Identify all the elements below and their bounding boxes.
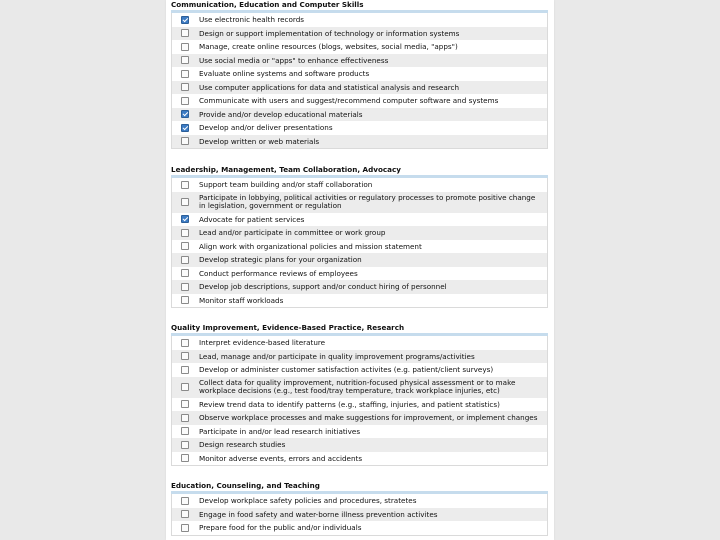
list-item[interactable] <box>172 452 547 466</box>
list-item[interactable] <box>172 54 547 68</box>
list-item[interactable] <box>172 398 547 412</box>
item-label: Engage in food safety and water-borne illness prevention activites <box>199 509 438 519</box>
checkbox-list <box>171 494 548 536</box>
section-title: Leadership, Management, Team Collaboration, Advocacy <box>171 165 401 174</box>
section-communication <box>171 0 548 149</box>
list-item[interactable] <box>172 192 547 213</box>
list-item[interactable] <box>172 135 547 149</box>
checkbox[interactable] <box>181 283 189 291</box>
list-item[interactable] <box>172 40 547 54</box>
checkbox[interactable] <box>181 339 189 347</box>
checkbox[interactable] <box>181 400 189 408</box>
checkbox[interactable] <box>181 137 189 145</box>
list-item[interactable] <box>172 350 547 364</box>
item-label: Participate in and/or lead research initiatives <box>199 426 361 436</box>
list-item[interactable] <box>172 121 547 135</box>
list-item[interactable] <box>172 94 547 108</box>
list-item[interactable] <box>172 377 547 398</box>
item-label: Develop workplace safety policies and procedures, stratetes <box>199 496 417 506</box>
item-label: Develop job descriptions, support and/or conduct hiring of personnel <box>199 282 447 292</box>
list-item[interactable] <box>172 336 547 350</box>
checkbox[interactable] <box>181 352 189 360</box>
item-label: Use computer applications for data and statistical analysis and research <box>199 82 460 92</box>
section-title: Education, Counseling, and Teaching <box>171 481 320 490</box>
list-item[interactable] <box>172 240 547 254</box>
checkbox[interactable] <box>181 56 189 64</box>
checkbox[interactable] <box>181 383 189 391</box>
checkbox[interactable] <box>181 198 189 206</box>
checkbox[interactable] <box>181 83 189 91</box>
checkbox[interactable] <box>181 454 189 462</box>
checkbox[interactable] <box>181 296 189 304</box>
item-label: Lead, manage and/or participate in quality improvement programs/activities <box>199 351 475 361</box>
checkbox[interactable] <box>181 242 189 250</box>
checkbox[interactable] <box>181 256 189 264</box>
item-label: Review trend data to identify patterns (e.g., staffing, injuries, and patient statistics) <box>199 399 500 409</box>
list-item[interactable] <box>172 13 547 27</box>
section-education <box>171 481 548 536</box>
item-label: Advocate for patient services <box>199 214 305 224</box>
item-label: Develop written or web materials <box>199 136 320 146</box>
list-item[interactable] <box>172 438 547 452</box>
checkbox[interactable] <box>181 97 189 105</box>
checkbox[interactable] <box>181 124 189 132</box>
item-label: Communicate with users and suggest/recommend computer software and systems <box>199 96 499 106</box>
item-label: Lead and/or participate in committee or work group <box>199 228 386 238</box>
list-item[interactable] <box>172 425 547 439</box>
list-item[interactable] <box>172 81 547 95</box>
item-label: Manage, create online resources (blogs, websites, social media, "apps") <box>199 42 458 52</box>
item-label: Design or support implementation of technology or information systems <box>199 28 460 38</box>
checkbox[interactable] <box>181 181 189 189</box>
item-label: Evaluate online systems and software products <box>199 69 370 79</box>
item-label: Develop or administer customer satisfaction activites (e.g. patient/client surveys) <box>199 365 494 375</box>
item-label: Conduct performance reviews of employees <box>199 268 358 278</box>
checkbox[interactable] <box>181 441 189 449</box>
checkbox[interactable] <box>181 366 189 374</box>
checkbox[interactable] <box>181 229 189 237</box>
item-label: Design research studies <box>199 440 286 450</box>
item-label: Participate in lobbying, political activities or regulatory processes to promote positive change in legislation, government or regulation <box>199 192 536 210</box>
list-item[interactable] <box>172 494 547 508</box>
checkbox[interactable] <box>181 497 189 505</box>
item-label: Prepare food for the public and/or individuals <box>199 523 362 533</box>
checkbox[interactable] <box>181 16 189 24</box>
list-item[interactable] <box>172 267 547 281</box>
checkbox-list <box>171 13 548 149</box>
survey-page <box>166 0 554 540</box>
list-item[interactable] <box>172 508 547 522</box>
checkbox[interactable] <box>181 524 189 532</box>
item-label: Develop and/or deliver presentations <box>199 123 333 133</box>
list-item[interactable] <box>172 363 547 377</box>
list-item[interactable] <box>172 280 547 294</box>
item-label: Monitor staff workloads <box>199 295 284 305</box>
checkbox[interactable] <box>181 70 189 78</box>
item-label: Use electronic health records <box>199 15 305 25</box>
list-item[interactable] <box>172 213 547 227</box>
list-item[interactable] <box>172 67 547 81</box>
checkbox[interactable] <box>181 510 189 518</box>
list-item[interactable] <box>172 411 547 425</box>
section-title: Communication, Education and Computer Skills <box>171 0 364 9</box>
item-label: Observe workplace processes and make suggestions for improvement, or implement changes <box>199 413 538 423</box>
list-item[interactable] <box>172 253 547 267</box>
item-label: Use social media or "apps" to enhance effectiveness <box>199 55 389 65</box>
list-item[interactable] <box>172 521 547 535</box>
section-title: Quality Improvement, Evidence-Based Practice, Research <box>171 323 405 332</box>
checkbox[interactable] <box>181 110 189 118</box>
list-item[interactable] <box>172 27 547 41</box>
checkbox-list <box>171 178 548 308</box>
checkbox[interactable] <box>181 269 189 277</box>
item-label: Monitor adverse events, errors and accidents <box>199 453 363 463</box>
item-label: Collect data for quality improvement, nutrition-focused physical assessment or to make workplace decisions (e.g., test food/tray temperature, track workplace injuries, etc) <box>199 377 516 395</box>
list-item[interactable] <box>172 108 547 122</box>
checkbox[interactable] <box>181 43 189 51</box>
list-item[interactable] <box>172 226 547 240</box>
checkbox-list <box>171 336 548 466</box>
checkbox[interactable] <box>181 29 189 37</box>
item-label: Support team building and/or staff collaboration <box>199 180 373 190</box>
item-label: Interpret evidence-based literature <box>199 338 326 348</box>
checkbox[interactable] <box>181 414 189 422</box>
section-quality <box>171 323 548 466</box>
list-item[interactable] <box>172 178 547 192</box>
item-label: Align work with organizational policies and mission statement <box>199 241 422 251</box>
checkbox[interactable] <box>181 427 189 435</box>
list-item[interactable] <box>172 294 547 308</box>
checkbox[interactable] <box>181 215 189 223</box>
item-label: Provide and/or develop educational materials <box>199 109 363 119</box>
item-label: Develop strategic plans for your organization <box>199 255 362 265</box>
section-leadership <box>171 165 548 308</box>
